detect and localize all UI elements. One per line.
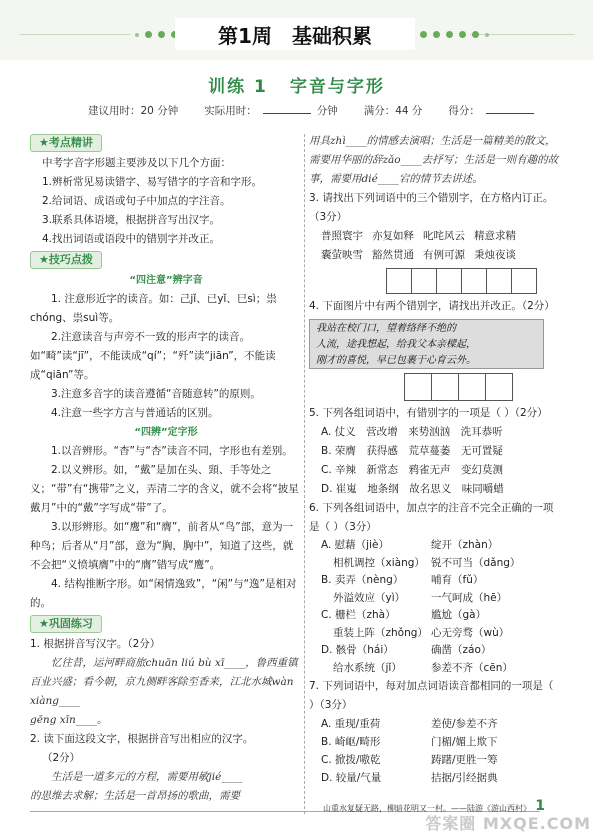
tip-paragraph: 4. 结构推断字形。如“闲情逸致”，“闲”与“逸”是相对的。 bbox=[30, 578, 297, 609]
footer bbox=[0, 798, 593, 838]
footer-quote: 山重水复疑无路，柳暗花明又一村。——陆游《游山西村》 bbox=[323, 804, 531, 813]
q3-word: 精意求精 bbox=[474, 230, 516, 242]
header-dots-right bbox=[420, 31, 489, 38]
key-point-item: 2.给词语、成语或句子中加点的字注音。 bbox=[42, 195, 231, 207]
training-title bbox=[0, 72, 593, 97]
question-4: 4. 下面图片中有两个错别字，请找出并改正。（2分） bbox=[309, 300, 555, 312]
q3-words-row-2 bbox=[309, 246, 559, 265]
q6-option: 确凿（záo） bbox=[431, 644, 492, 656]
training-number: 训练 1 bbox=[208, 77, 268, 97]
question-6: 6. 下列各组词语中，加点字的注音不完全正确的一项是（ ）（3分） bbox=[309, 502, 554, 533]
q6-option: 外溢效应（yì） bbox=[333, 591, 406, 604]
tip-paragraph: 1. 注意形近字的读音。如：己jǐ、已yǐ、巳sì；祟chóng、祟suì等。 bbox=[30, 293, 277, 324]
question-5: 5. 下列各组词语中，有错别字的一项是（ ）（2分） bbox=[309, 407, 548, 419]
header-rule-left bbox=[20, 34, 130, 35]
q5-option-c: C. 辛辣 新常态 鸦雀无声 变幻莫测 bbox=[321, 464, 504, 476]
q6-option: 相机调控（xiàng） bbox=[333, 556, 425, 569]
question-7: 7. 下列词语中，每对加点词语读音都相同的一项是（ ）（3分） bbox=[309, 680, 554, 711]
q6-option: C. 栅栏（zhà） bbox=[321, 609, 396, 621]
q6-option: 心无旁骛（wù） bbox=[431, 626, 510, 639]
full-score: 满分：44 分 bbox=[363, 105, 423, 117]
tip-paragraph: 2.注意读音与声旁不一致的形声字的读音。如“畸”读“jī”，不能读成“qí”；“歼”读“jiān”，不能读成“qiān”等。 bbox=[30, 331, 276, 381]
q6-option: 一气呵成（hē） bbox=[431, 591, 508, 604]
q7-option: C. 掀拨/嗷乾 bbox=[321, 754, 381, 766]
q3-word: 亦复如释 bbox=[372, 230, 414, 242]
q2-cont-part: 去抒写；生活是一则有趣的故事，需要用dié bbox=[309, 154, 559, 185]
question-2-continued: 用具zhì____的情感去演唱；生活是一篇精美的散文，需要用华丽的辞zǎo____去抒写；生活是一则有趣的故事，需要用dié____宕的情节去讲述。 bbox=[309, 135, 559, 185]
q2-cont-part: 宕的情节去讲述。 bbox=[398, 173, 483, 185]
actual-time-blank[interactable] bbox=[263, 103, 311, 114]
q3-word: 普照寰宇 bbox=[321, 230, 363, 242]
q5-option-a: A. 仗义 营改增 来势汹汹 洗耳恭听 bbox=[321, 426, 503, 438]
q2-cont-part: 用具zhì bbox=[309, 135, 346, 147]
minutes-label: 分钟 bbox=[316, 105, 338, 117]
score-label: 得分： bbox=[448, 105, 480, 117]
q3-word: 有例可源 bbox=[423, 249, 465, 261]
q1-text-part: 忆往昔，运河畔商旅chuān liú bù xī bbox=[51, 657, 225, 669]
tips-subtitle-pronunciation: “四注意”辨字音 bbox=[129, 275, 203, 286]
q7-option: A. 重现/重荷 bbox=[321, 718, 381, 730]
column-divider bbox=[304, 134, 305, 814]
q4-handwriting-image bbox=[309, 319, 544, 369]
score-blank[interactable] bbox=[486, 103, 534, 114]
section-tips: ★技巧点拨 bbox=[30, 251, 102, 269]
section-key-points: ★考点精讲 bbox=[30, 134, 102, 152]
training-topic: 字音与字形 bbox=[289, 77, 385, 97]
q6-option: 给水系统（jǐ） bbox=[333, 661, 402, 674]
q7-option: 门楣/媚上欺下 bbox=[431, 736, 498, 748]
q7-option: 拮据/引经据典 bbox=[431, 772, 498, 784]
left-column bbox=[30, 132, 302, 806]
q3-word: 叱咤风云 bbox=[423, 230, 465, 242]
q2-cont-part: 的情感去演唱；生活是一篇精美的散文，需要用华丽的辞zǎo bbox=[309, 135, 556, 166]
q3-word: 秉烛夜谈 bbox=[474, 249, 516, 261]
q3-answer-boxes[interactable] bbox=[387, 268, 559, 294]
tip-paragraph: 1.以音辨形。“杳”与“杏”读音不同，字形也有差别。 bbox=[51, 445, 293, 457]
key-point-item: 1.辨析常见易读错字、易写错字的字音和字形。 bbox=[42, 176, 263, 188]
q1-text-part: ，鲁西重镇百业兴盛；看今朝，京九侧畔客除至香来，江北水城wàn xiàng bbox=[30, 657, 298, 707]
q3-words-row-1 bbox=[309, 227, 559, 246]
q6-option: 锐不可当（dǎng） bbox=[431, 556, 521, 569]
q6-options bbox=[309, 537, 559, 677]
q7-option: 踌躇/更胜一筹 bbox=[431, 754, 498, 766]
tips-subtitle-form: “四辨”定字形 bbox=[134, 427, 198, 438]
q6-option: 重装上阵（zhǒng） bbox=[333, 626, 428, 639]
topic-label: 基础积累 bbox=[291, 23, 372, 48]
q6-option: 尴尬（gà） bbox=[431, 609, 487, 621]
q7-option: D. 较量/气量 bbox=[321, 772, 382, 784]
q6-option: 哺育（fǔ） bbox=[431, 574, 484, 586]
q4-hand-line: 我站在校门口，望着络绎不绝的 bbox=[316, 323, 456, 334]
q5-option-d: D. 崔嵬 地条纲 故名思义 味同嚼蜡 bbox=[321, 483, 504, 495]
key-point-item: 3.联系具体语境，根据拼音写出汉字。 bbox=[42, 214, 221, 226]
q4-hand-line: 刚才的喜悦，早已包裹于心育云外。 bbox=[316, 355, 476, 366]
question-1: 1. 根据拼音写汉字。（2分） bbox=[30, 638, 161, 650]
question-2: 2. 读下面这段文字，根据拼音写出相应的汉字。 bbox=[30, 733, 254, 745]
q1-text-part: gēng xīn bbox=[30, 714, 76, 726]
key-points-intro: 中考字音字形题主要涉及以下几个方面： bbox=[42, 157, 231, 169]
question-2-score: （2分） bbox=[42, 752, 81, 764]
tip-paragraph: 2.以义辨形。如，“戴”是加在头、頸、手等处之义；“带”有“携带”之义，弄清二字的含义，就不会将“披星戴月”中的“戴”字写成“带”了。 bbox=[30, 464, 299, 514]
tip-paragraph: 3.以形辨形。如“鹰”和“膺”，前者从“鸟”部，意为一种鸟；后者从“月”部，意为“胸，胸中”，知道了这些，就不会把“义愤填膺”中的“膺”错写成“鹰”。 bbox=[30, 521, 294, 571]
q7-options bbox=[309, 715, 559, 787]
q6-option: 绽开（zhàn） bbox=[431, 539, 499, 551]
question-3: 3. 请找出下列词语中的三个错别字，在方格内订正。（3分） bbox=[309, 192, 554, 223]
week-label: 第1周 bbox=[218, 23, 272, 48]
actual-time-label: 实际用时： bbox=[204, 105, 257, 117]
tip-paragraph: 3.注意多音字的读音遵循“音随意转”的原则。 bbox=[51, 388, 261, 400]
question-1-text-end: gēng xīn____。 bbox=[30, 714, 108, 726]
q5-option-b: B. 荣膺 获得感 荒草蔓萎 无可置疑 bbox=[321, 445, 503, 457]
q6-option: D. 骸骨（hái） bbox=[321, 644, 394, 656]
key-point-item: 4.找出词语或语段中的错别字并改正。 bbox=[42, 233, 221, 245]
suggested-time: 建议用时：20 分钟 bbox=[88, 105, 179, 117]
page-number: 1 bbox=[535, 798, 545, 814]
q6-option: B. 卖弄（nèng） bbox=[321, 574, 404, 586]
question-2-text-end: 的思维去求解；生活是一首昂扬的歌曲，需要 bbox=[30, 790, 240, 802]
q3-word: 囊萤映雪 bbox=[321, 249, 363, 261]
question-2-text: 生活是一道多元的方程，需要用敏jié____ bbox=[51, 771, 243, 783]
right-column bbox=[309, 132, 559, 787]
q4-hand-line: 人流，途我想起，给我父本亲樑起， bbox=[316, 339, 476, 350]
section-practice: ★巩固练习 bbox=[30, 615, 102, 633]
meta-line bbox=[88, 103, 534, 118]
q7-option: 差使/参差不齐 bbox=[431, 718, 498, 730]
q6-option: 参差不齐（cēn） bbox=[431, 661, 513, 674]
tip-paragraph: 4.注意一些字方言与普通话的区别。 bbox=[51, 407, 219, 419]
q6-option: A. 慰藉（jiè） bbox=[321, 539, 389, 551]
week-heading bbox=[175, 18, 415, 50]
q4-answer-boxes[interactable] bbox=[405, 373, 559, 401]
q2-text-part: 生活是一道多元的方程，需要用敏jié bbox=[51, 771, 222, 783]
question-1-text: 忆往昔，运河畔商旅chuān liú bù xī____，鲁西重镇百业兴盛；看今朝，京九侧畔客除至香来，江北水城wàn xiàng____ bbox=[30, 657, 298, 707]
q3-word: 豁然贯通 bbox=[372, 249, 414, 261]
q7-option: B. 崎岖/畸形 bbox=[321, 736, 381, 748]
watermark: 答案圈 MXQE.COM bbox=[425, 814, 591, 833]
